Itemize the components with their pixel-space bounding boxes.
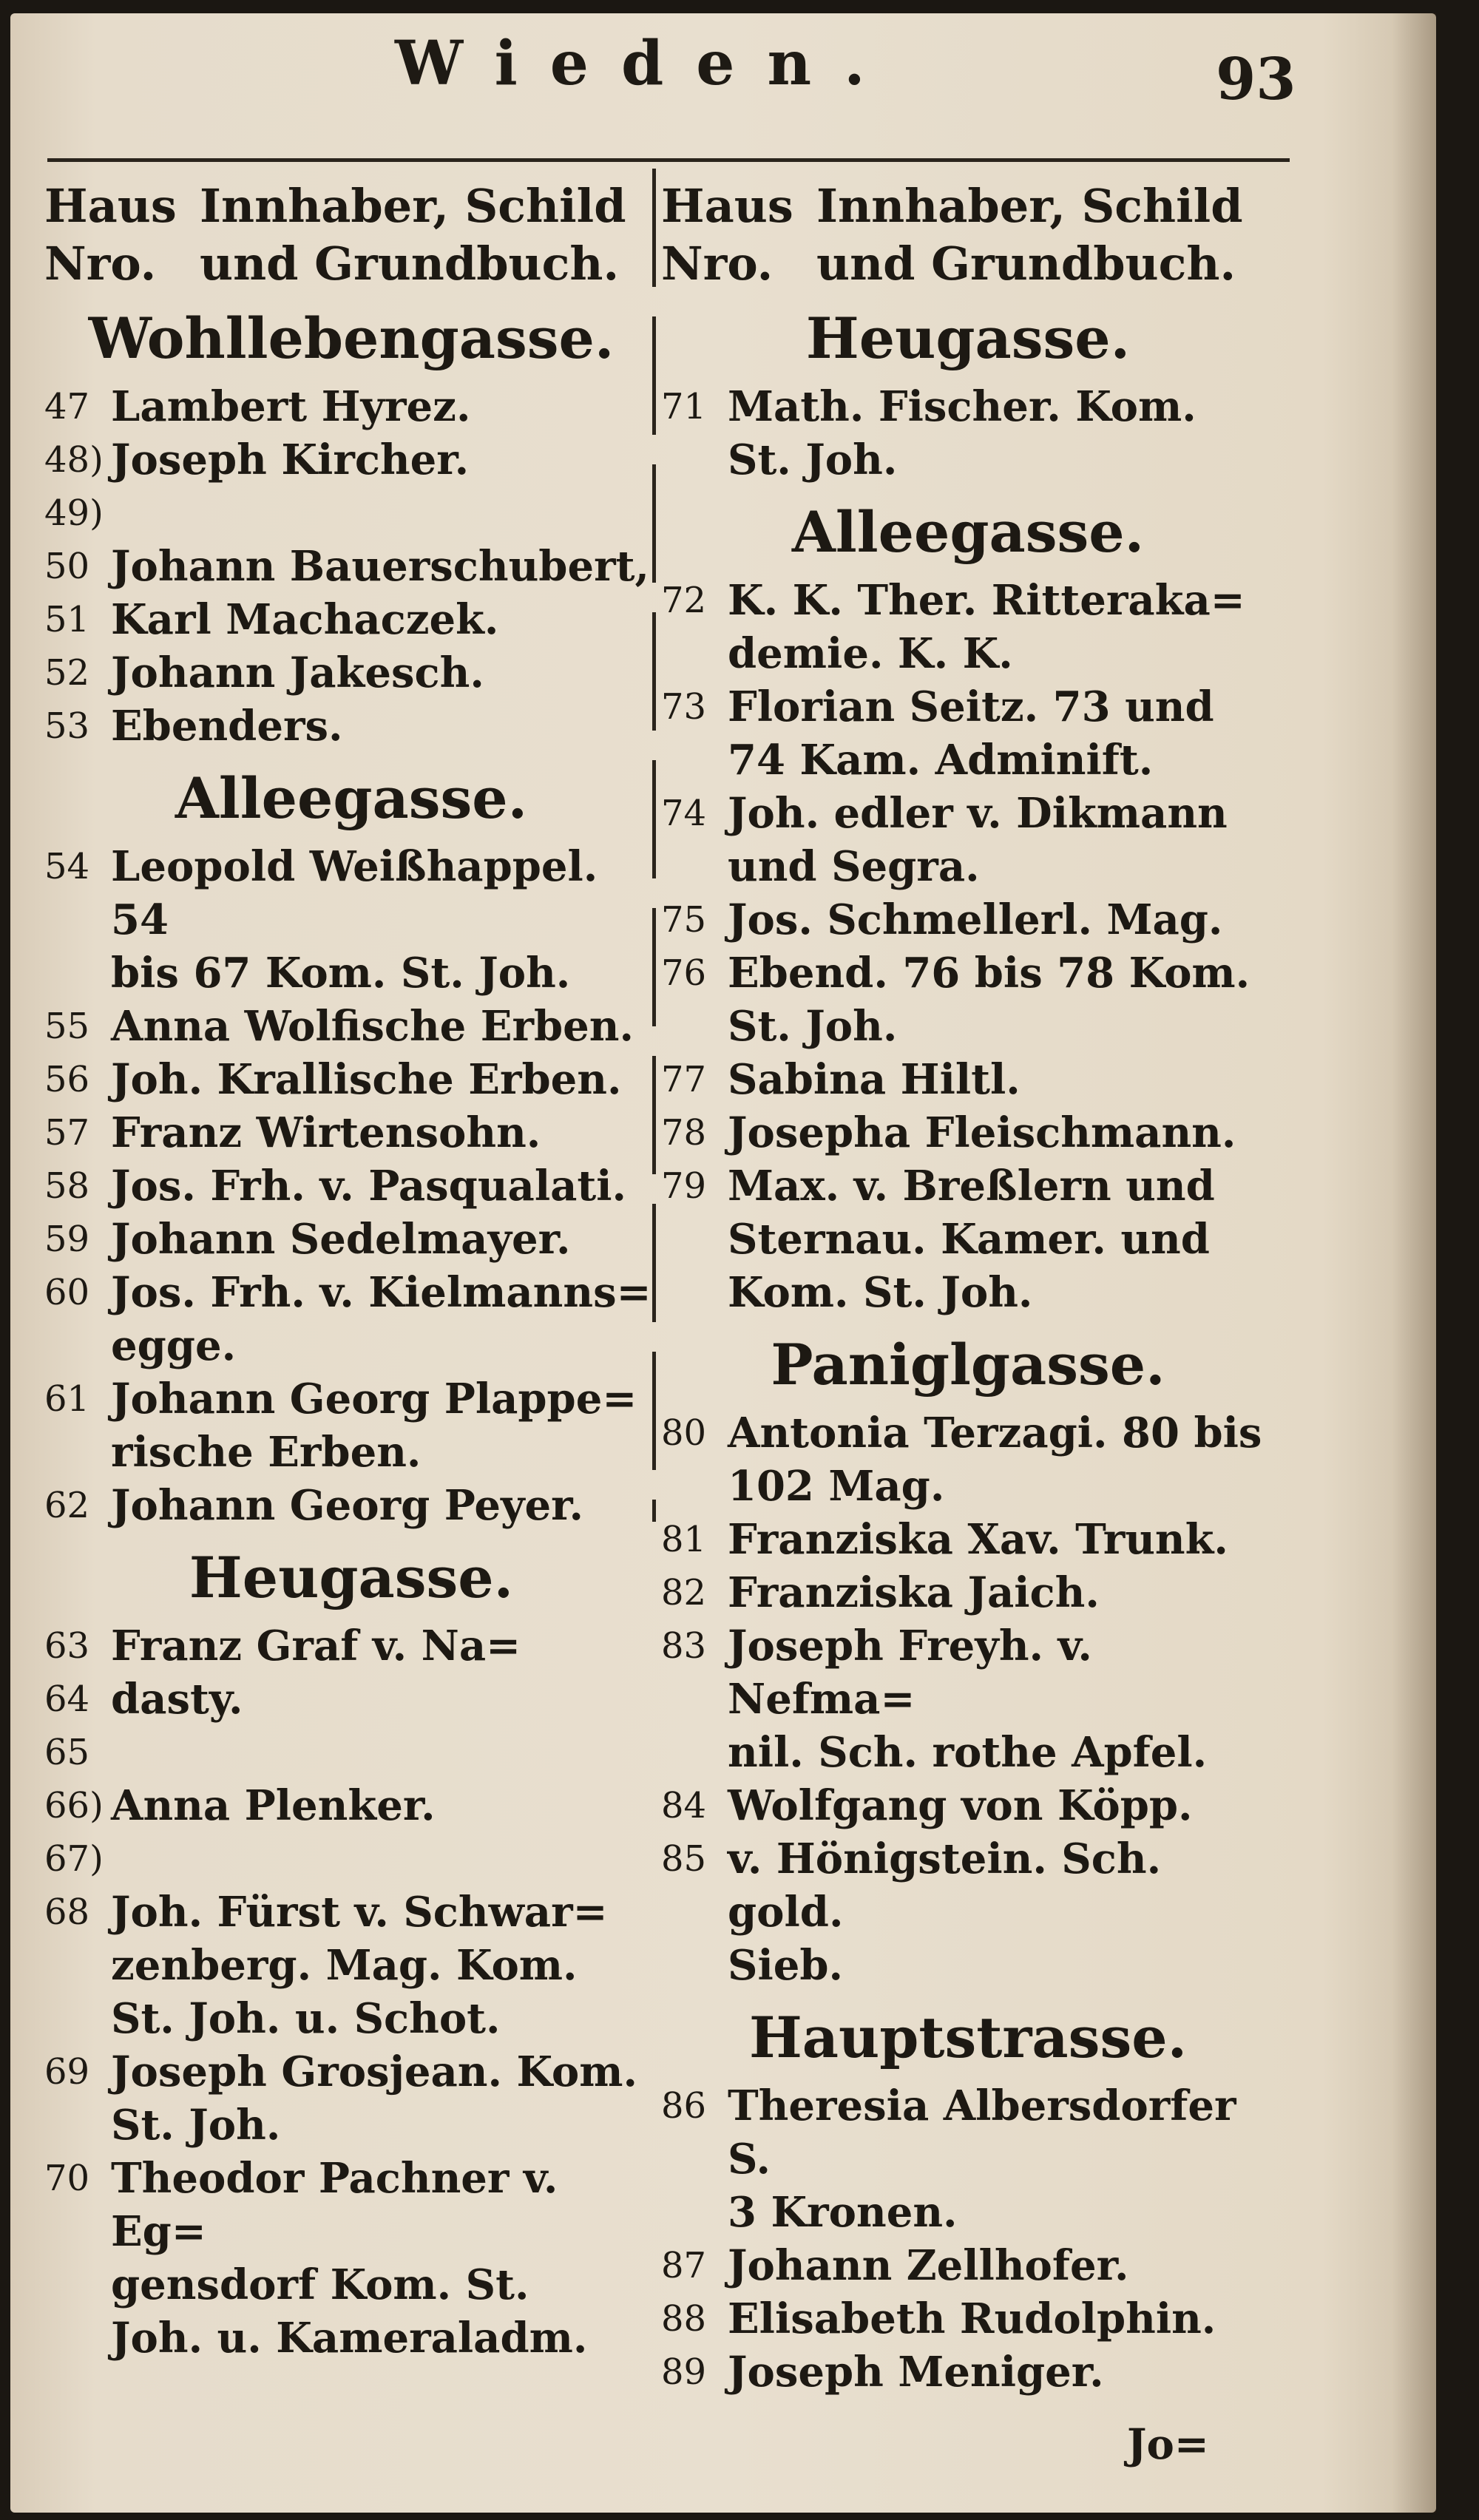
owner-text: Karl Machaczek. — [111, 595, 499, 644]
house-entry — [661, 2292, 1275, 2345]
catchword: Jo= — [1127, 2420, 1209, 2469]
owner-text: Jos. Schmellerl. Mag. — [728, 895, 1223, 944]
owner-text: Anna Plenker. — [111, 1781, 436, 1830]
right-sections — [661, 297, 1275, 2399]
house-number: 86 — [661, 2085, 707, 2127]
house-number: 63 64 65 — [44, 1625, 90, 1773]
owner-header: Innhaber, Schild und Grundbuch. — [816, 179, 1243, 291]
house-number: 85 — [661, 1838, 707, 1880]
owner-text: Max. v. Breßlern und Sternau. Kamer. und Kom. St. Joh. — [728, 1162, 1215, 1317]
owner-text: Florian Seitz. 73 und 74 Kam. Adminift. — [728, 682, 1214, 785]
house-entry — [44, 1000, 658, 1053]
house-number-header: Haus Nro. — [661, 179, 793, 291]
left-sections — [44, 297, 658, 2365]
house-entry — [44, 1886, 658, 2045]
street-heading: Hauptstrasse. — [748, 2005, 1188, 2070]
house-entry — [661, 1159, 1275, 1319]
house-entry — [44, 1053, 658, 1106]
house-entry — [44, 1619, 658, 1779]
house-entry — [661, 2345, 1275, 2399]
column-header — [44, 177, 658, 293]
owner-text: Ebend. 76 bis 78 Kom. St. Joh. — [728, 949, 1250, 1051]
owner-text: Johann Georg Plappe= rische Erben. — [111, 1375, 637, 1477]
column-header — [661, 177, 1275, 293]
house-entry — [661, 1406, 1275, 1513]
owner-text: Johann Bauerschubert, — [111, 542, 649, 591]
owner-text: Franz Graf v. Na= dasty. — [111, 1622, 521, 1724]
owner-text: Sabina Hiltl. — [728, 1055, 1021, 1104]
house-number-header: Haus Nro. — [44, 179, 177, 291]
street-heading: Alleegasse. — [791, 499, 1145, 565]
street-heading: Heugasse. — [805, 305, 1131, 371]
owner-text: Theodor Pachner v. Eg= gensdorf Kom. St. Joh. u. Kameraladm. — [111, 2154, 588, 2362]
owner-text: v. Hönigstein. Sch. gold. Sieb. — [728, 1835, 1162, 1990]
house-entry — [661, 893, 1275, 946]
house-entry — [44, 593, 658, 646]
house-number: 75 — [661, 899, 707, 941]
house-entry — [44, 1779, 658, 1886]
owner-text: Johann Zellhofer. — [728, 2241, 1129, 2290]
house-number: 88 — [661, 2298, 707, 2340]
owner-text: Math. Fischer. Kom. St. Joh. — [728, 382, 1197, 484]
house-entry — [661, 680, 1275, 787]
owner-text: Joh. Fürst v. Schwar= zenberg. Mag. Kom. St. Joh. u. Schot. — [111, 1888, 608, 2043]
owner-header: Innhaber, Schild und Grundbuch. — [200, 179, 626, 291]
house-entry — [44, 1213, 658, 1266]
house-entry — [661, 1566, 1275, 1619]
house-number: 79 — [661, 1165, 707, 1207]
owner-text: Elisabeth Rudolphin. — [728, 2294, 1216, 2343]
house-entry — [44, 646, 658, 700]
house-number: 52 — [44, 652, 90, 694]
owner-text: Joseph Kircher. — [111, 436, 470, 484]
house-number: 56 — [44, 1059, 90, 1100]
house-number: 71 — [661, 386, 707, 427]
house-entry — [661, 2079, 1275, 2239]
page-number: 93 — [1216, 46, 1296, 113]
house-number: 74 — [661, 793, 707, 834]
owner-text: K. K. Ther. Ritteraka= demie. K. K. — [728, 576, 1245, 678]
house-number: 80 — [661, 1412, 707, 1454]
house-number: 61 — [44, 1378, 90, 1420]
owner-text: Johann Jakesch. — [111, 648, 484, 697]
house-number: 69 — [44, 2051, 90, 2093]
house-entry — [44, 1372, 658, 1479]
house-entry — [44, 540, 658, 593]
house-entry — [661, 787, 1275, 893]
house-number: 70 — [44, 2158, 90, 2199]
owner-text: Jos. Frh. v. Pasqualati. — [111, 1162, 627, 1210]
house-number: 60 — [44, 1272, 90, 1313]
house-number: 76 — [661, 952, 707, 994]
owner-text: Lambert Hyrez. — [111, 382, 471, 431]
owner-text: Jos. Frh. v. Kielmanns= egge. — [111, 1268, 651, 1370]
house-entry — [661, 1106, 1275, 1159]
house-number: 53 — [44, 705, 90, 747]
house-number: 84 — [661, 1785, 707, 1826]
owner-text: Theresia Albersdorfer S. 3 Kronen. — [728, 2082, 1236, 2237]
owner-text: Joh. Krallische Erben. — [111, 1055, 622, 1104]
house-entry — [44, 433, 658, 540]
owner-text: Josepha Fleischmann. — [728, 1108, 1236, 1157]
owner-text: Franz Wirtensohn. — [111, 1108, 541, 1157]
owner-text: Joseph Meniger. — [728, 2348, 1104, 2397]
street-heading: Alleegasse. — [175, 765, 528, 831]
house-entry — [44, 2152, 658, 2365]
house-entry — [44, 1479, 658, 1532]
house-number: 57 — [44, 1112, 90, 1154]
house-number: 68 — [44, 1891, 90, 1933]
house-entry — [44, 700, 658, 753]
house-number: 87 — [661, 2245, 707, 2286]
street-heading: Wohllebengasse. — [88, 305, 615, 371]
house-number: 62 — [44, 1485, 90, 1526]
house-entry — [661, 1513, 1275, 1566]
owner-text: Antonia Terzagi. 80 bis 102 Mag. — [728, 1409, 1262, 1511]
house-number: 55 — [44, 1006, 90, 1047]
owner-text: Joseph Freyh. v. Nefma= nil. Sch. rothe Apfel. — [728, 1622, 1208, 1777]
header-rule — [47, 158, 1290, 162]
house-entry — [44, 840, 658, 1000]
house-entry — [661, 1779, 1275, 1832]
house-entry — [44, 1266, 658, 1372]
house-number: 83 — [661, 1625, 707, 1667]
house-entry — [44, 1159, 658, 1213]
owner-text: Franziska Jaich. — [728, 1568, 1100, 1617]
house-entry — [44, 2045, 658, 2152]
owner-text: Ebenders. — [111, 702, 343, 751]
house-entry — [661, 380, 1275, 487]
owner-text: Wolfgang von Köpp. — [728, 1781, 1193, 1830]
house-number: 73 — [661, 686, 707, 728]
house-entry — [661, 1832, 1275, 1992]
house-number: 82 — [661, 1572, 707, 1613]
owner-text: Johann Sedelmayer. — [111, 1215, 571, 1264]
owner-text: Johann Georg Peyer. — [111, 1481, 583, 1530]
owner-text: Franziska Xav. Trunk. — [728, 1515, 1228, 1564]
house-entry — [661, 1619, 1275, 1779]
house-entry — [44, 380, 658, 433]
street-heading: Heugasse. — [189, 1545, 514, 1610]
owner-text: Joh. edler v. Dikmann und Segra. — [728, 789, 1228, 891]
left-column — [44, 177, 658, 2365]
owner-text: Leopold Weißhappel. 54 bis 67 Kom. St. Joh. — [111, 842, 598, 998]
house-entry — [661, 574, 1275, 680]
owner-text: Anna Wolfische Erben. — [111, 1002, 634, 1051]
house-number: 77 — [661, 1059, 707, 1100]
house-entry — [661, 1053, 1275, 1106]
house-number: 78 — [661, 1112, 707, 1154]
house-number: 59 — [44, 1219, 90, 1260]
house-number: 48) 49) — [44, 439, 104, 534]
running-title: Wieden. — [395, 28, 898, 99]
house-entry — [44, 1106, 658, 1159]
house-entry — [661, 946, 1275, 1053]
house-number: 66) 67) — [44, 1785, 104, 1880]
house-number: 89 — [661, 2351, 707, 2393]
house-number: 72 — [661, 580, 707, 621]
street-heading: Paniglgasse. — [771, 1332, 1165, 1398]
house-number: 51 — [44, 599, 90, 640]
book-page — [10, 13, 1436, 2513]
house-number: 50 — [44, 546, 90, 587]
house-entry — [661, 2239, 1275, 2292]
house-number: 81 — [661, 1519, 707, 1560]
right-column — [661, 177, 1275, 2399]
owner-text: Joseph Grosjean. Kom. St. Joh. — [111, 2048, 638, 2150]
house-number: 54 — [44, 846, 90, 887]
house-number: 58 — [44, 1165, 90, 1207]
house-number: 47 — [44, 386, 90, 427]
